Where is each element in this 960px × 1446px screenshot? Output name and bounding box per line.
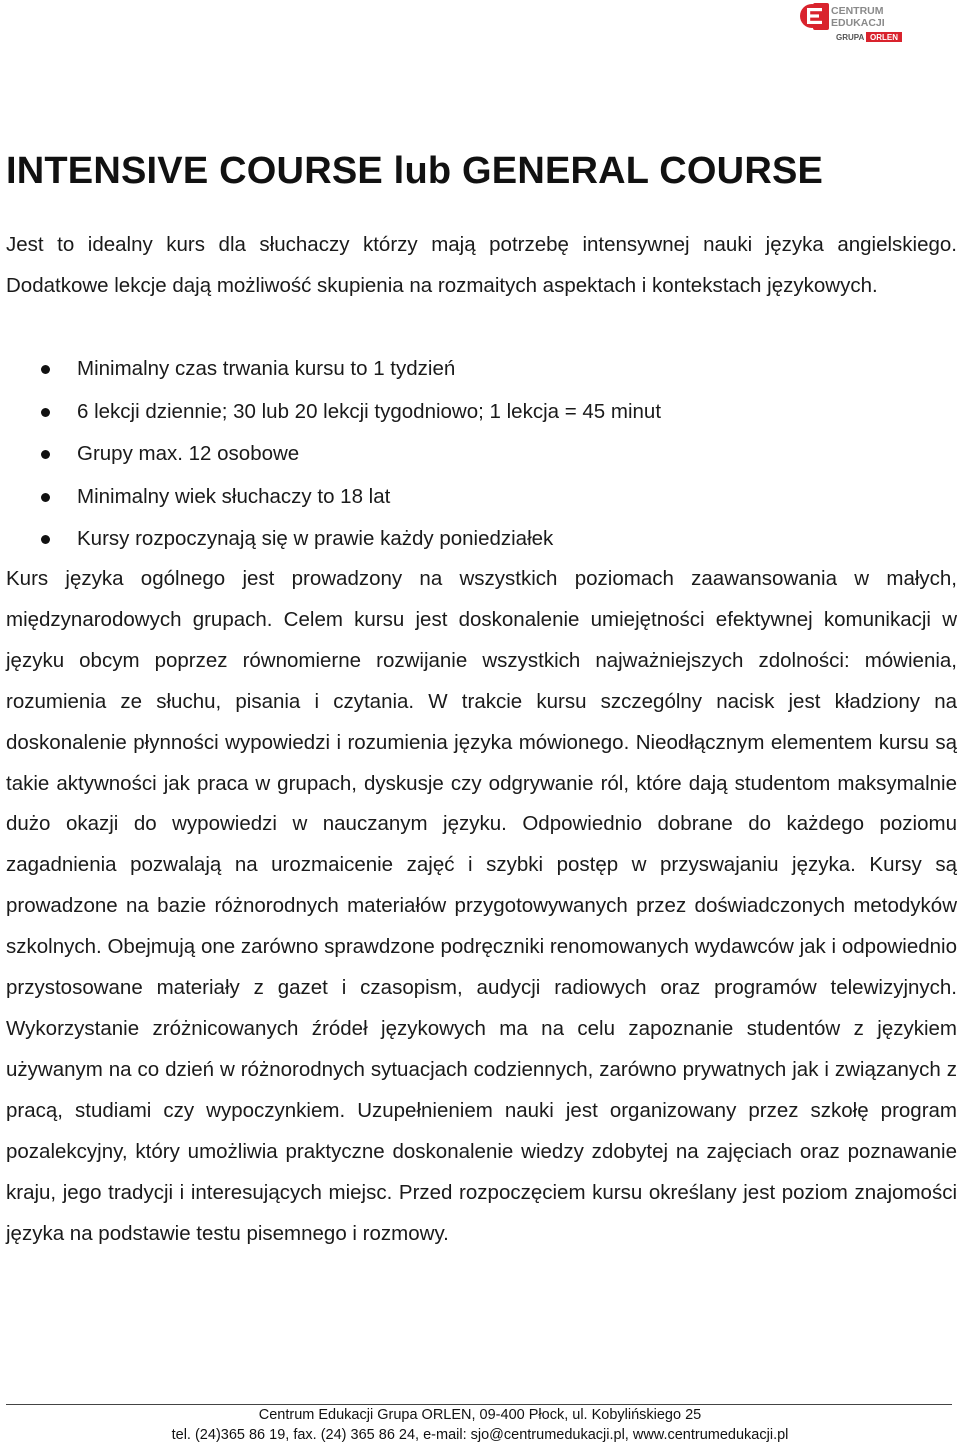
bullet-icon xyxy=(41,365,50,374)
list-item-text: Grupy max. 12 osobowe xyxy=(77,442,300,465)
footer-address: Centrum Edukacji Grupa ORLEN, 09-400 Płock, ul. Kobylińskiego 25 xyxy=(258,1407,702,1423)
centrum-edukacji-logo xyxy=(800,2,906,42)
logo-mark xyxy=(800,3,829,30)
logo-graphic xyxy=(800,2,906,42)
list-item-text: Kursy rozpoczynają się w prawie każdy poniedziałek xyxy=(77,527,554,550)
bullet-icon xyxy=(41,450,50,459)
logo-line-2: EDUKACJI xyxy=(831,17,885,29)
logo-grupa: GRUPA xyxy=(836,33,865,42)
list-item xyxy=(0,348,960,391)
intro-paragraph: Jest to idealny kurs dla słuchaczy którzy mają potrzebę intensywnej nauki języka angielskiego. Dodatkowe lekcje dają możliwość skupienia na rozmaitych aspektach i kontekstach językowych. xyxy=(6,233,957,297)
footer-contact: tel. (24)365 86 19, fax. (24) 365 86 24, e-mail: sjo@centrumedukacji.pl, www.centrumedukacji.pl xyxy=(171,1427,789,1443)
logo-orlen: ORLEN xyxy=(870,33,898,42)
list-item xyxy=(0,476,960,519)
list-item-text: Minimalny wiek słuchaczy to 18 lat xyxy=(77,484,391,508)
bullet-icon xyxy=(41,535,50,544)
course-description: Kurs języka ogólnego jest prowadzony na wszystkich poziomach zaawansowania w małych, międzynarodowych grupach. Celem kursu jest doskonalenie umiejętności efektywnej komunikacji w języku obcym poprzez równomierne rozwijanie wszystkich najważniejszych zdolności: mówienia, rozumienia ze słuchu, pisania i czytania. W trakcie kursu szczególny nacisk jest kładziony na doskonalenie płynności wypowiedzi i rozumienia języka mówionego. Nieodłącznym elementem kursu są takie aktywności jak praca w grupach, dyskusje czy odgrywanie ról, które dają studentom maksymalnie dużo okazji do wypowiedzi w nauczanym języku. Odpowiednio dobrane do każdego poziomu zagadnienia pozwalają na urozmaicenie zajęć i szybki postęp w przyswajaniu języka. Kursy są prowadzone na bazie różnorodnych materiałów przygotowywanych przez doświadczonych metodyków szkolnych. Obejmują one zarówno sprawdzone podręczniki renomowanych wydawców jak i odpowiednio przystosowane materiały z gazet i czasopism, audycji radiowych oraz programów telewizyjnych. Wykorzystanie zróżnicowanych źródeł językowych ma na celu zapoznanie studentów z językiem używanym na co dzień w różnorodnych sytuacjach codziennych, zarówno prywatnych jak i związanych z pracą, studiami czy wypoczynkiem. Uzupełnieniem nauki jest organizowany przez szkołę program pozalekcyjny, który umożliwia praktyczne doskonalenie wiedzy zdobytej na zajęciach oraz poznawanie kraju, jego tradycji i interesujących miejsc. Przed rozpoczęciem kursu określany jest poziom znajomości języka na podstawie testu pisemnego i rozmowy. xyxy=(6,567,957,1245)
list-item-text: 6 lekcji dziennie; 30 lub 20 lekcji tygodniowo; 1 lekcja = 45 minut xyxy=(77,399,662,423)
footer xyxy=(0,1405,960,1445)
list-item xyxy=(0,391,960,434)
page-title: INTENSIVE COURSE lub GENERAL COURSE xyxy=(6,150,824,192)
features-list xyxy=(0,348,960,561)
list-item xyxy=(0,518,960,561)
list-item-text: Minimalny czas trwania kursu to 1 tydzień xyxy=(77,357,456,380)
bullet-icon xyxy=(41,493,50,502)
list-item xyxy=(0,433,960,476)
bullet-icon xyxy=(41,408,50,417)
logo-line-1: CENTRUM xyxy=(831,5,884,17)
